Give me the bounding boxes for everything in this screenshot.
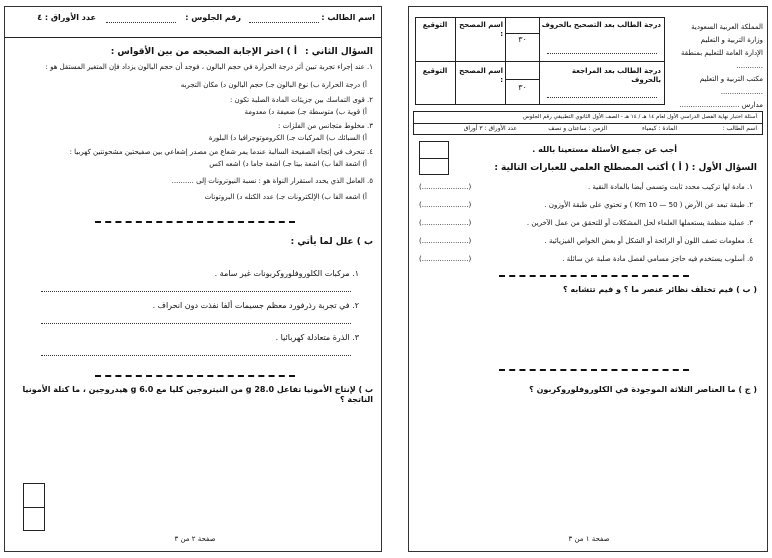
answer-line xyxy=(41,291,351,292)
seat-number-label: رقم الجلوس : xyxy=(185,13,241,22)
q2-item-4-stem: ٤. تنحرف في إتجاه الصفيحة السالبة عندما يمر شعاع من مصدر إشعاعي بين صفيحتين مشحونتين كهربيا : xyxy=(69,148,373,156)
score-box-divider xyxy=(23,507,45,508)
section-separator xyxy=(95,221,295,223)
exam-info-divider xyxy=(413,123,763,124)
exam-info-line-1: أسئلة اختبار نهاية الفصل الدراسي الأول لعام ١٤ هـ / ١٤ هـ - الصف الأول الثانوي التطبيقي رقم الجلوس xyxy=(522,114,757,120)
term-answer-3: (.....................) xyxy=(419,219,472,227)
instruction: أجب عن جميع الأسئلة مستعينا بالله . xyxy=(532,145,677,154)
q1-part-b-label: ( ب ) فيم تختلف نظائر عنصر ما ؟ و فيم تتشابه ؟ xyxy=(562,285,757,294)
pages-count-label: عدد الأوراق : ٤ xyxy=(37,13,96,22)
exam-student-label: اسم الطالب : xyxy=(722,125,757,132)
page-footer: صفحة ١ من ٣ xyxy=(568,535,610,543)
q2-item-4-choices: أ) اشعة الفا ب) اشعة بيتا جـ) اشعة جاما د) اشعه اكس xyxy=(209,160,367,168)
grade-table-col xyxy=(455,17,456,105)
exam-subject: المادة : كيمياء xyxy=(641,125,677,132)
q2-part-b-label: ب ) علل لما يأتي : xyxy=(290,237,373,247)
q2-item-5-stem: ٥. العامل الذي يحدد استقرار النواة هو : نسبة النيوترونات إلى .......... xyxy=(171,177,373,185)
term-answer-1: (.....................) xyxy=(419,183,472,191)
exam-page-2 xyxy=(4,6,382,552)
exam-pages: عدد الأوراق : ٣ أوراق xyxy=(463,125,517,132)
student-name-label: اسم الطالب : xyxy=(321,13,375,22)
q1-score-box-divider xyxy=(419,158,449,159)
section-separator xyxy=(95,375,295,377)
ministry-line-2: وزارة التربية و التعليم xyxy=(700,36,763,44)
grade-row-1-line xyxy=(547,53,657,54)
grade-row-2-line xyxy=(547,97,657,98)
ministry-line-3: الإدارة العامة للتعليم بمنطقة ............ xyxy=(681,49,763,70)
ministry-line-4: مكتب التربية و التعليم ................... xyxy=(699,75,763,96)
q2-item-3-stem: ٣. مخلوط متجانس من الفلزات : xyxy=(278,122,373,130)
page-footer: صفحة ٢ من ٣ xyxy=(174,535,216,543)
ministry-line-5: مدارس ........................... xyxy=(679,101,763,109)
exam-page-1 xyxy=(408,6,768,552)
section-separator xyxy=(499,275,689,277)
term-answer-4: (.....................) xyxy=(419,237,472,245)
grade-row-1-corrector: اسم المصحح : xyxy=(459,21,503,38)
grade-row-2-frac xyxy=(505,79,539,80)
grade-row-2-label: درجة الطالب بعد المراجعة بالحروف xyxy=(571,67,661,84)
q2-item-1-stem: ١. عند إجراء تجربة تبين أثر درجة الحرارة في حجم البالون ، فوجد أن حجم البالون يزداد فإن المتغير المستقل هو : xyxy=(45,63,373,71)
q2-item-5-choices: أ) اشعه الفا ب) الإلكترونات جـ) عدد الكتله د) البروتونات xyxy=(204,193,367,201)
term-item-1: ١. مادة لها تركيب محدد ثابت وتسمى أيضا بالمادة النقية . xyxy=(587,183,753,191)
grade-row-1-label: درجة الطالب بعد التصحيح بالحروف xyxy=(541,21,661,29)
grade-row-1-max: ٣٠ xyxy=(518,35,527,44)
q2-title: السؤال الثاني : xyxy=(304,47,373,57)
explain-item-1: ١. مركبات الكلوروفلوروكربونات غير سامة . xyxy=(214,269,359,278)
grade-row-2-max: ٣٠ xyxy=(518,83,527,92)
term-item-2: ٢. طبقة تبعد عن الأرض ( 50 — 10 Km ) و تحتوي على طبقة الأوزون . xyxy=(544,201,753,209)
grade-row-1-signature: التوقيع xyxy=(422,21,448,29)
term-item-5: ٥. أسلوب يستخدم فيه حاجز مسامي لفصل مادة صلبة عن سائلة . xyxy=(562,255,753,263)
term-answer-5: (.....................) xyxy=(419,255,472,263)
q1-title: السؤال الأول : xyxy=(691,163,757,173)
section-separator xyxy=(499,369,689,371)
q2-item-2-choices: أ) قوية ب) متوسطة جـ) ضعيفة د) معدومة xyxy=(244,108,367,116)
q2-item-1-choices: أ) درجة الحرارة ب) نوع البالون جـ) حجم البالون د) مكان التجربه xyxy=(180,81,367,89)
header-divider xyxy=(5,37,381,38)
answer-line xyxy=(41,323,351,324)
grade-row-2-signature: التوقيع xyxy=(422,67,448,75)
q1-part-a-label: ( أ ) أكتب المصطلح العلمي للعبارات التالية : xyxy=(494,163,689,173)
term-item-4: ٤. معلومات تصف اللون أو الرائحة أو الشكل أو بعض الخواص الفيزيائية . xyxy=(544,237,753,245)
explain-item-3: ٣. الذرة متعادلة كهربائيا . xyxy=(275,333,359,342)
exam-time: الزمن : ساعتان و نصف xyxy=(548,125,607,132)
term-item-3: ٣. عملية منظمة يستعملها العلماء لحل المشكلات أو للتحقق من عمل الآخرين . xyxy=(526,219,753,227)
q1-part-c-label: ( ج ) ما العناصر الثلاثة الموجودة في الكلوروفلوروكربون ؟ xyxy=(529,385,757,394)
ministry-block xyxy=(675,21,763,112)
seat-line xyxy=(106,22,176,23)
name-line xyxy=(249,22,319,23)
grade-row-2-corrector: اسم المصحح : xyxy=(459,67,503,84)
q2-part-c-label: ب ) لإنتاج الأمونيا تفاعل 28.0 g من النيتروجين كليا مع 6.0 g هيدروجين ، ما كتلة الأمونيا الناتجة ؟ xyxy=(22,385,373,404)
ministry-line-1: المملكة العربية السعودية xyxy=(691,23,763,31)
term-answer-2: (.....................) xyxy=(419,201,472,209)
q2-item-2-stem: ٢. قوى التماسك بين جزيئات المادة الصلبة تكون : xyxy=(229,96,373,104)
q2-part-a-label: أ ) اختر الإجابة الصحيحه من بين الأقواس : xyxy=(110,47,297,57)
grade-table-row-divider xyxy=(415,61,665,62)
grade-table-col xyxy=(539,17,540,105)
explain-item-2: ٢. في تجربة رذرفورد معظم جسيمات ألفا نفذت دون انحراف . xyxy=(152,301,359,310)
q2-item-3-choices: أ) السبائك ب) المركبات جـ) الكروموتوجرافيا د) البلورة xyxy=(208,134,367,142)
answer-line xyxy=(41,355,351,356)
grade-row-1-frac xyxy=(505,33,539,34)
